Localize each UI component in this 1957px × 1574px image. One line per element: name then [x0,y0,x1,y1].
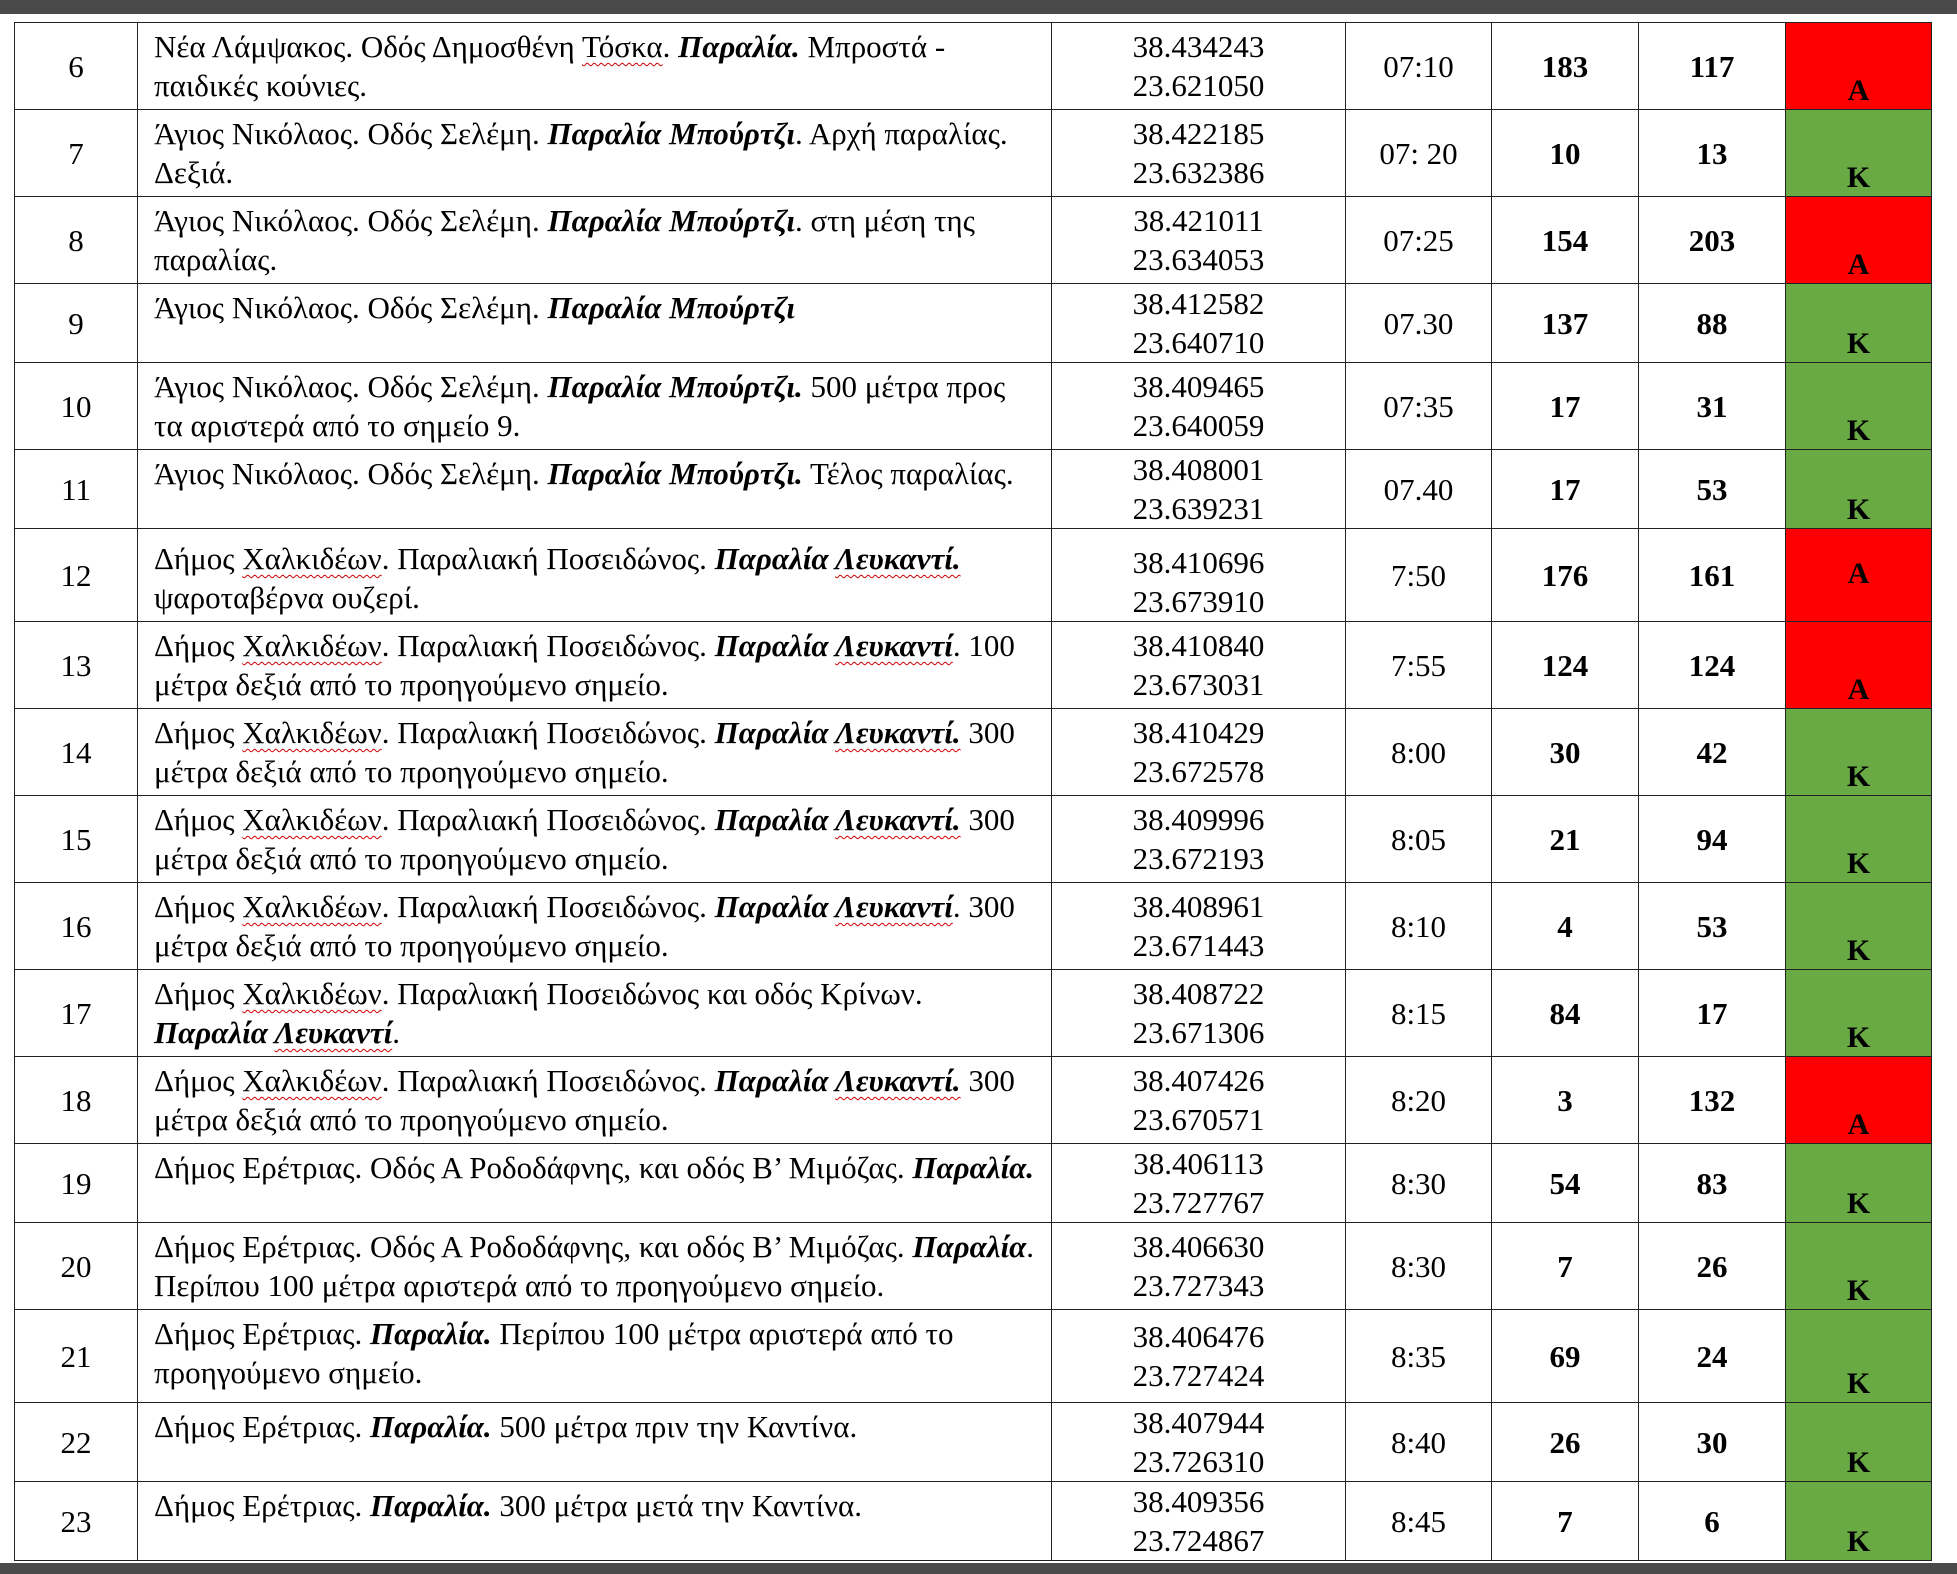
sample-time: 7:50 [1346,529,1492,622]
location-description [138,197,1052,284]
measurement-value-1: 10 [1492,110,1639,197]
quality-class-letter: K [1846,414,1871,447]
point-number: 17 [15,970,138,1057]
point-number: 10 [15,363,138,450]
table-row [15,1310,1932,1403]
sample-time: 8:05 [1346,796,1492,883]
point-number: 19 [15,1144,138,1223]
latitude: 38.407944 [1132,1405,1265,1440]
quality-class-letter: K [1846,760,1871,793]
point-number: 22 [15,1403,138,1482]
quality-class [1786,1057,1932,1144]
quality-class [1786,1482,1932,1561]
measurements-table [14,22,1932,1561]
point-number: 23 [15,1482,138,1561]
description-text: 300 μέτρα δεξιά από το προηγούμενο σημείο. [154,802,1015,876]
beach-name: Παραλία. [912,1150,1035,1185]
table-row [15,1223,1932,1310]
measurement-value-1: 4 [1492,883,1639,970]
quality-class-letter: A [1847,74,1870,107]
description-text: . Παραλιακή Ποσειδώνος. [381,889,715,924]
description-text: Δήμος [154,1063,243,1098]
quality-class-letter: K [1846,847,1871,880]
description-text: 300 μέτρα δεξιά από το προηγούμενο σημείο. [154,1063,1015,1137]
point-number: 16 [15,883,138,970]
quality-class-letter: K [1846,161,1871,194]
coordinates [1052,1144,1346,1223]
quality-class-letter: A [1847,1108,1870,1141]
coordinates [1052,284,1346,363]
longitude: 23.726310 [1132,1444,1265,1479]
description-text: Νέα Λάμψακος. Οδός Δημοσθένη [154,29,582,64]
measurement-value-1: 3 [1492,1057,1639,1144]
longitude: 23.724867 [1132,1523,1265,1558]
description-text: Δήμος Ερέτριας. Οδός Α Ροδοδάφνης, και οδός Β’ Μιμόζας. [154,1229,913,1264]
quality-class-letter: K [1846,1367,1871,1400]
coordinates [1052,1057,1346,1144]
description-text: . στη μέση της παραλίας. [154,203,975,277]
beach-name: Παραλία [714,802,836,837]
measurement-value-2: 24 [1639,1310,1786,1403]
measurement-value-2: 88 [1639,284,1786,363]
point-number: 9 [15,284,138,363]
longitude: 23.621050 [1132,68,1265,103]
table-row [15,1057,1932,1144]
longitude: 23.727343 [1132,1268,1265,1303]
location-description [138,450,1052,529]
beach-name: Λευκαντί. [835,715,961,750]
table-row [15,23,1932,110]
description-text: Χαλκιδέων [242,715,382,750]
sample-time: 07.30 [1346,284,1492,363]
beach-name: Λευκαντί. [835,541,961,576]
description-text: Δήμος Ερέτριας. [154,1488,371,1523]
quality-class-letter: K [1846,1187,1871,1220]
beach-name: Λευκαντί [835,628,953,663]
description-text: . Παραλιακή Ποσειδώνος. [381,541,715,576]
description-text: Άγιος Νικόλαος. Οδός Σελέμη. [154,290,548,325]
description-text: . Παραλιακή Ποσειδώνος. [381,628,715,663]
beach-name: Παραλία Μπούρτζι [547,203,796,238]
sample-time: 8:35 [1346,1310,1492,1403]
description-text: Χαλκιδέων [242,541,382,576]
beach-name: Παραλία. [370,1316,492,1351]
coordinates [1052,1223,1346,1310]
beach-name: Παραλία [714,889,836,924]
beach-name: Λευκαντί [274,1015,393,1050]
description-text: Δήμος [154,889,243,924]
measurement-value-1: 17 [1492,450,1639,529]
table-row [15,529,1932,622]
quality-class [1786,1144,1932,1223]
description-text: . 100 μέτρα δεξιά από το προηγούμενο σημείο. [154,628,1015,702]
latitude: 38.406476 [1132,1319,1265,1354]
quality-class-letter: K [1846,1274,1871,1307]
longitude: 23.672578 [1132,754,1265,789]
measurement-value-2: 30 [1639,1403,1786,1482]
coordinates [1052,1403,1346,1482]
description-text: . [662,29,679,64]
beach-name: Παραλία [714,715,836,750]
coordinates [1052,709,1346,796]
quality-class-letter: K [1846,327,1871,360]
quality-class [1786,883,1932,970]
window-top-border [0,0,1957,14]
point-number: 12 [15,529,138,622]
location-description [138,1403,1052,1482]
longitude: 23.640710 [1132,325,1265,360]
point-number: 15 [15,796,138,883]
description-text: . 300 μέτρα δεξιά από το προηγούμενο σημείο. [154,889,1015,963]
location-description [138,622,1052,709]
quality-class [1786,1403,1932,1482]
sample-time: 07: 20 [1346,110,1492,197]
description-text: Άγιος Νικόλαος. Οδός Σελέμη. [154,116,548,151]
description-text: 500 μέτρα προς τα αριστερά από το σημείο 9. [154,369,1006,443]
longitude: 23.634053 [1132,242,1265,277]
coordinates [1052,1310,1346,1403]
description-text: . Περίπου 100 μέτρα αριστερά από το προηγούμενο σημείο. [154,1229,1035,1303]
measurement-value-1: 137 [1492,284,1639,363]
beach-name: Παραλία [912,1229,1027,1264]
longitude: 23.640059 [1132,408,1265,443]
measurement-value-1: 183 [1492,23,1639,110]
description-text: ψαροταβέρνα ουζερί. [154,580,420,615]
coordinates [1052,970,1346,1057]
latitude: 38.408722 [1132,976,1265,1011]
table-row [15,197,1932,284]
measurement-value-1: 69 [1492,1310,1639,1403]
quality-class [1786,110,1932,197]
table-row [15,1403,1932,1482]
point-number: 11 [15,450,138,529]
coordinates [1052,363,1346,450]
quality-class [1786,1310,1932,1403]
description-text: Δήμος Ερέτριας. [154,1409,371,1444]
description-text: Άγιος Νικόλαος. Οδός Σελέμη. [154,369,548,404]
measurement-value-1: 124 [1492,622,1639,709]
quality-class [1786,796,1932,883]
measurement-value-2: 42 [1639,709,1786,796]
sample-time: 07.40 [1346,450,1492,529]
latitude: 38.409356 [1132,1484,1265,1519]
quality-class [1786,1223,1932,1310]
measurement-value-2: 53 [1639,883,1786,970]
sample-time: 8:00 [1346,709,1492,796]
sample-time: 8:30 [1346,1144,1492,1223]
coordinates [1052,796,1346,883]
sample-time: 8:40 [1346,1403,1492,1482]
latitude: 38.422185 [1132,116,1265,151]
description-text: . Παραλιακή Ποσειδώνος και οδός Κρίνων. [381,976,923,1011]
coordinates [1052,529,1346,622]
location-description [138,284,1052,363]
latitude: 38.410429 [1132,715,1265,750]
point-number: 7 [15,110,138,197]
description-text: . Αρχή παραλίας. Δεξιά. [154,116,1008,190]
longitude: 23.639231 [1132,491,1265,526]
sample-time: 8:15 [1346,970,1492,1057]
quality-class-letter: A [1847,557,1870,590]
sample-time: 8:10 [1346,883,1492,970]
table-row [15,622,1932,709]
measurement-value-1: 26 [1492,1403,1639,1482]
table-row [15,110,1932,197]
measurement-value-1: 84 [1492,970,1639,1057]
measurement-value-1: 17 [1492,363,1639,450]
beach-name: Παραλία. [678,29,800,64]
quality-class-letter: K [1846,493,1871,526]
measurement-value-2: 26 [1639,1223,1786,1310]
table-row [15,883,1932,970]
longitude: 23.673031 [1132,667,1265,702]
description-text: 300 μέτρα μετά την Καντίνα. [491,1488,863,1523]
coordinates [1052,110,1346,197]
location-description [138,23,1052,110]
table-row [15,363,1932,450]
description-text: Χαλκιδέων [242,976,382,1011]
longitude: 23.673910 [1132,584,1265,619]
sample-time: 07:35 [1346,363,1492,450]
description-text: Χαλκιδέων [242,802,382,837]
table-row [15,970,1932,1057]
coordinates [1052,622,1346,709]
document-page [0,14,1957,1563]
longitude: 23.727424 [1132,1358,1265,1393]
table-row [15,709,1932,796]
measurement-value-2: 17 [1639,970,1786,1057]
location-description [138,970,1052,1057]
description-text: Άγιος Νικόλαος. Οδός Σελέμη. [154,456,548,491]
beach-name: Παραλία. [370,1409,492,1444]
beach-name: Παραλία. [370,1488,492,1523]
latitude: 38.421011 [1133,203,1264,238]
measurement-value-1: 7 [1492,1223,1639,1310]
quality-class [1786,23,1932,110]
latitude: 38.409465 [1132,369,1265,404]
measurement-value-1: 7 [1492,1482,1639,1561]
measurement-value-2: 83 [1639,1144,1786,1223]
beach-name: Παραλία [714,628,836,663]
measurement-value-2: 203 [1639,197,1786,284]
description-text: . Παραλιακή Ποσειδώνος. [381,1063,715,1098]
quality-class [1786,450,1932,529]
measurement-value-2: 13 [1639,110,1786,197]
quality-class [1786,363,1932,450]
table-row [15,450,1932,529]
window-bottom-border [0,1563,1957,1574]
longitude: 23.672193 [1132,841,1265,876]
measurement-value-2: 53 [1639,450,1786,529]
description-text: 500 μέτρα πριν την Καντίνα. [491,1409,858,1444]
quality-class-letter: K [1846,1021,1871,1054]
description-text: Τόσκα [581,29,663,64]
point-number: 20 [15,1223,138,1310]
quality-class-letter: A [1847,248,1870,281]
description-text: Δήμος [154,541,243,576]
beach-name: Παραλία [714,541,836,576]
description-text: Περίπου 100 μέτρα αριστερά από το προηγούμενο σημείο. [154,1316,954,1390]
description-text: . Παραλιακή Ποσειδώνος. [381,715,715,750]
measurement-value-1: 21 [1492,796,1639,883]
latitude: 38.406113 [1133,1146,1264,1181]
sample-time: 8:20 [1346,1057,1492,1144]
quality-class [1786,622,1932,709]
location-description [138,110,1052,197]
beach-name: Λευκαντί. [835,1063,961,1098]
location-description [138,529,1052,622]
point-number: 18 [15,1057,138,1144]
longitude: 23.727767 [1132,1185,1265,1220]
latitude: 38.410840 [1132,628,1265,663]
latitude: 38.410696 [1132,545,1265,580]
point-number: 13 [15,622,138,709]
location-description [138,1144,1052,1223]
longitude: 23.671306 [1132,1015,1265,1050]
latitude: 38.412582 [1132,286,1265,321]
beach-name: Παραλία Μπούρτζι. [547,456,803,491]
measurement-value-2: 6 [1639,1482,1786,1561]
beach-name: Παραλία Μπούρτζι [547,116,796,151]
description-text: Μπροστά - παιδικές κούνιες. [154,29,946,103]
quality-class [1786,529,1932,622]
measurement-value-2: 117 [1639,23,1786,110]
description-text: Δήμος [154,802,243,837]
latitude: 38.409996 [1132,802,1265,837]
point-number: 21 [15,1310,138,1403]
point-number: 6 [15,23,138,110]
longitude: 23.670571 [1132,1102,1265,1137]
point-number: 8 [15,197,138,284]
description-text: 300 μέτρα δεξιά από το προηγούμενο σημείο. [154,715,1015,789]
description-text: Δήμος Ερέτριας. Οδός Α Ροδοδάφνης, και οδός Β’ Μιμόζας. [154,1150,913,1185]
description-text: . Παραλιακή Ποσειδώνος. [381,802,715,837]
beach-name: Παραλία [714,1063,836,1098]
description-text: Δήμος Ερέτριας. [154,1316,371,1351]
beach-name: Παραλία [154,1015,275,1050]
coordinates [1052,883,1346,970]
sample-time: 7:55 [1346,622,1492,709]
latitude: 38.407426 [1132,1063,1265,1098]
measurement-value-2: 124 [1639,622,1786,709]
quality-class [1786,197,1932,284]
measurement-value-1: 54 [1492,1144,1639,1223]
description-text: Χαλκιδέων [242,889,382,924]
quality-class-letter: A [1847,673,1870,706]
coordinates [1052,1482,1346,1561]
quality-class-letter: K [1846,1525,1871,1558]
measurement-value-2: 94 [1639,796,1786,883]
sample-time: 8:45 [1346,1482,1492,1561]
beach-name: Παραλία Μπούρτζι. [547,369,803,404]
longitude: 23.632386 [1132,155,1265,190]
description-text: Δήμος [154,628,243,663]
sample-time: 07:25 [1346,197,1492,284]
latitude: 38.434243 [1132,29,1265,64]
table-row [15,284,1932,363]
measurement-value-1: 176 [1492,529,1639,622]
measurement-value-2: 31 [1639,363,1786,450]
description-text: Τέλος παραλίας. [802,456,1014,491]
description-text: Χαλκιδέων [242,1063,382,1098]
table-row [15,1144,1932,1223]
sample-time: 07:10 [1346,23,1492,110]
quality-class-letter: K [1846,934,1871,967]
quality-class [1786,970,1932,1057]
coordinates [1052,197,1346,284]
description-text: Δήμος [154,976,243,1011]
measurement-value-1: 154 [1492,197,1639,284]
beach-name: Λευκαντί. [835,802,961,837]
location-description [138,883,1052,970]
location-description [138,363,1052,450]
point-number: 14 [15,709,138,796]
coordinates [1052,23,1346,110]
measurement-value-1: 30 [1492,709,1639,796]
description-text: . [392,1015,400,1050]
location-description [138,1223,1052,1310]
sample-time: 8:30 [1346,1223,1492,1310]
measurement-value-2: 132 [1639,1057,1786,1144]
measurement-value-2: 161 [1639,529,1786,622]
description-text: Χαλκιδέων [242,628,382,663]
beach-name: Λευκαντί [835,889,953,924]
quality-class-letter: K [1846,1446,1871,1479]
location-description [138,709,1052,796]
location-description [138,1057,1052,1144]
description-text: Δήμος [154,715,243,750]
location-description [138,1310,1052,1403]
description-text: Άγιος Νικόλαος. Οδός Σελέμη. [154,203,548,238]
longitude: 23.671443 [1132,928,1265,963]
latitude: 38.406630 [1132,1229,1265,1264]
coordinates [1052,450,1346,529]
latitude: 38.408001 [1132,452,1265,487]
quality-class [1786,284,1932,363]
location-description [138,1482,1052,1561]
location-description [138,796,1052,883]
table-row [15,796,1932,883]
beach-name: Παραλία Μπούρτζι [547,290,796,325]
latitude: 38.408961 [1132,889,1265,924]
table-row [15,1482,1932,1561]
quality-class [1786,709,1932,796]
